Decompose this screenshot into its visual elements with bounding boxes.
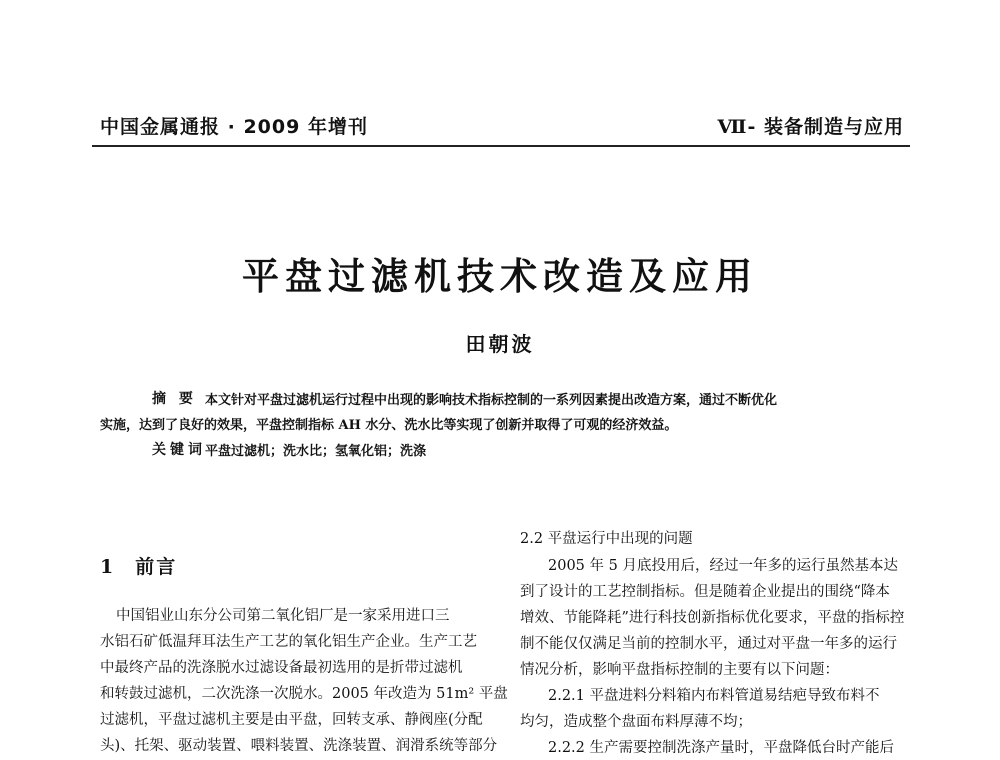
keywords-text: 平盘过滤机；洗水比；氢氧化铝；洗涤	[205, 444, 427, 459]
body-line: 2005 年 5 月底投用后，经过一年多的运行虽然基本达	[548, 558, 898, 574]
body-line: 和转鼓过滤机，二次洗涤一次脱水。2005 年改造为 51m² 平盘	[100, 686, 508, 702]
section-running-head: Ⅶ- 装备制造与应用	[717, 116, 904, 138]
paper-title: 平盘过滤机技术改造及应用	[242, 254, 758, 298]
body-line: 情况分析，影响平盘指标控制的主要有以下问题：	[520, 662, 839, 678]
section-1-heading	[100, 552, 177, 579]
abstract-line: 实施，达到了良好的效果，平盘控制指标 AH 水分、洗水比等实现了创新并取得了可观的经济效益。	[100, 418, 678, 433]
body-line: 中最终产品的洗涤脱水过滤设备最初选用的是折带过滤机	[100, 660, 463, 676]
section-number: 1	[100, 556, 116, 578]
body-line: 中国铝业山东分公司第二氧化铝厂是一家采用进口三	[116, 608, 450, 624]
author-name: 田朝波	[465, 332, 535, 356]
body-line: 到了设计的工艺控制指标。但是随着企业提出的围绕“降本	[520, 584, 890, 600]
subsection-2-2-heading: 2.2 平盘运行中出现的问题	[520, 531, 693, 547]
body-line: 头)、托架、驱动装置、喂料装置、洗涤装置、润滑系统等部分	[100, 738, 498, 754]
abstract-label: 摘 要	[152, 391, 197, 407]
keywords-label: 关键词	[152, 442, 206, 458]
body-line: 过滤机，平盘过滤机主要是由平盘，回转支承、静阀座(分配	[100, 712, 483, 728]
body-line: 增效、节能降耗”进行科技创新指标优化要求，平盘的指标控	[520, 610, 905, 626]
journal-running-head: 中国金属通报 · 2009 年增刊	[100, 116, 368, 138]
abstract-line: 本文针对平盘过滤机运行过程中出现的影响技术指标控制的一系列因素提出改造方案，通过不断优化	[205, 393, 778, 408]
body-line: 2.2.2 生产需要控制洗涤产量时，平盘降低台时产能后	[548, 740, 895, 756]
body-line: 2.2.1 平盘进料分料箱内布料管道易结疤导致布料不	[548, 688, 880, 704]
section-title: 前言	[135, 556, 178, 578]
body-line: 均匀，造成整个盘面布料厚薄不均；	[520, 714, 752, 730]
body-line: 制不能仅仅满足当前的控制水平，通过对平盘一年多的运行	[520, 636, 897, 652]
body-line: 水铝石矿低温拜耳法生产工艺的氧化铝生产企业。生产工艺	[100, 634, 477, 650]
header-rule	[92, 145, 910, 147]
